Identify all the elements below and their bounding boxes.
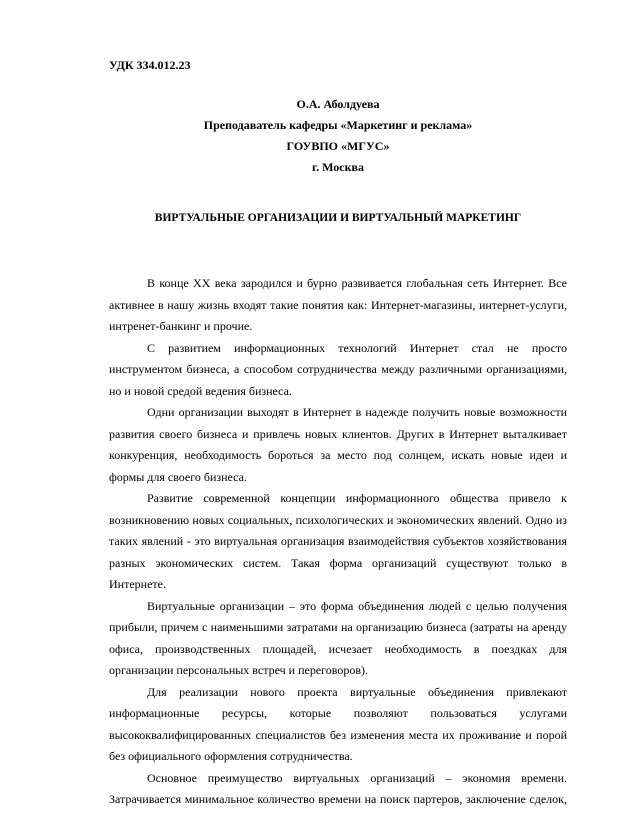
paragraph: Виртуальные организации – это форма объединения людей с целью получения прибыли, причем с наименьшими затратами на организацию бизнеса (затраты на аренду офиса, производственных площадей, исчезает необходимость в поездках для организации персональных встреч и переговоров).	[109, 598, 567, 677]
author-block	[109, 94, 567, 178]
paragraph: Одни организации выходят в Интернет в надежде получить новые возможности развития своего бизнеса и привлечь новых клиентов. Других в Интернет выталкивает конкуренция, необходимость бороться за место под солнцем, искать новые идеи и формы для своего бизнеса.	[109, 405, 567, 484]
author-city: г. Москва	[312, 160, 364, 174]
udk-code: УДК 334.012.23	[109, 58, 191, 72]
author-organization: ГОУВПО «МГУС»	[286, 139, 390, 153]
paragraph: Для реализации нового проекта виртуальные объединения привлекают информационные ресурсы, которые позволяют пользоваться услугами высококвалифицированных специалистов без изменения места их проживание и порой без официального оформления сотрудничества.	[109, 684, 567, 763]
paragraph: В конце XX века зародился и бурно развивается глобальная сеть Интернет. Все активнее в нашу жизнь входят такие понятия как: Интернет-магазины, интернет-услуги, интренет-банкинг и прочие.	[109, 276, 567, 333]
article-title: ВИРТУАЛЬНЫЕ ОРГАНИЗАЦИИ И ВИРТУАЛЬНЫЙ МАРКЕТИНГ	[154, 212, 522, 224]
author-position: Преподаватель кафедры «Маркетинг и реклама»	[203, 118, 473, 132]
paragraph: Основное преимущество виртуальных организаций – экономия времени. Затрачивается минимальное количество времени на поиск партеров, заключение сделок,	[109, 770, 567, 806]
article-body	[109, 273, 567, 811]
paragraph: Развитие современной концепции информационного общества привело к возникновению новых социальных, психологических и экономических явлений. Одно из таких явлений - это виртуальная организация взаимодействия субъектов хозяйствования разных экономических систем. Такая форма организаций существуют только в Интернете.	[109, 491, 567, 591]
paragraph: С развитием информационных технологий Интернет стал не просто инструментом бизнеса, а способом сотрудничества между различными организациями, но и новой средой ведения бизнеса.	[109, 340, 567, 398]
author-name: О.А. Аболдуева	[296, 97, 380, 111]
